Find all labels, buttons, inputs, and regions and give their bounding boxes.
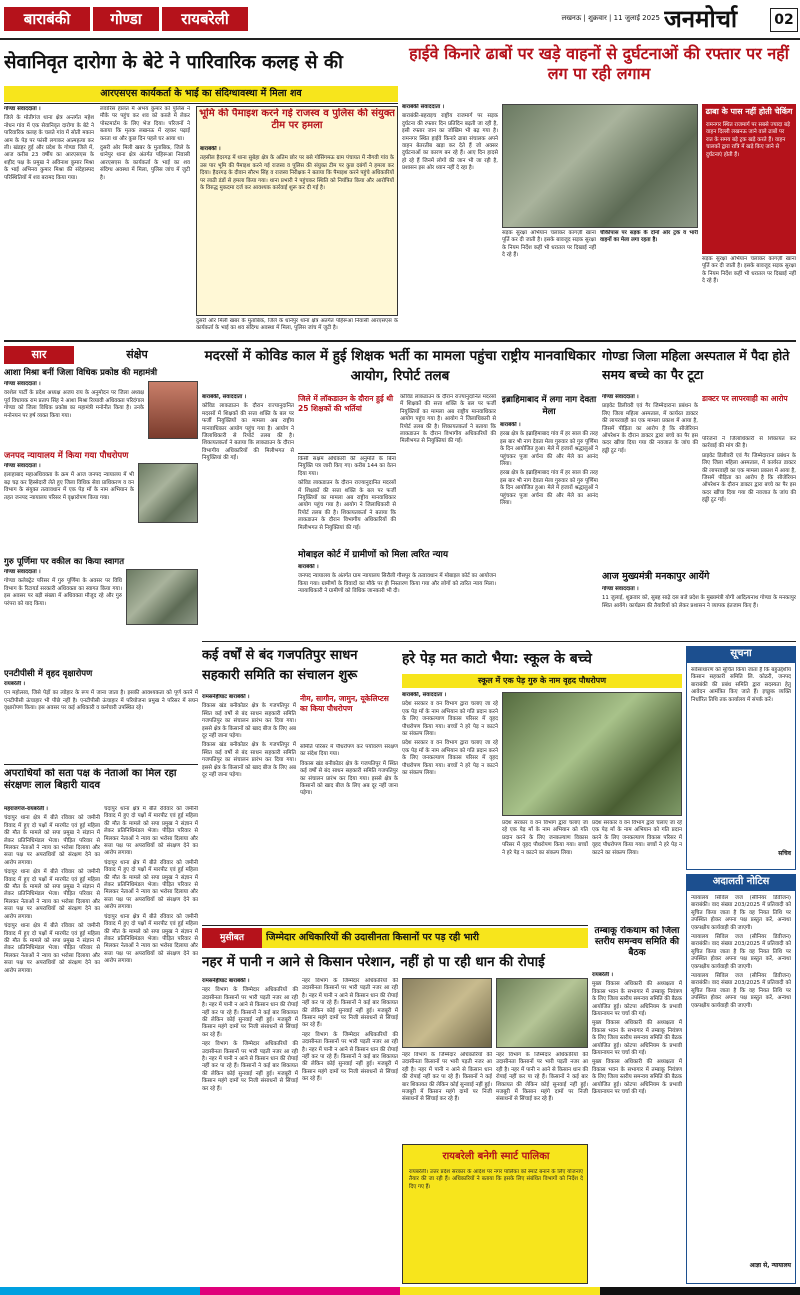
- story5-sidebox-title: जिले में लॉकडाउन के दौरान हुई थी 25 शिक्षकों की भर्तियां: [298, 394, 394, 413]
- story11-subhead: स्कूल में एक पेड़ गुरु के नाम वृहद पौधरोपण: [402, 674, 682, 688]
- story11-col3: प्रदेश सरकार व वन विभाग द्वारा चलाए जा रहे एक पेड़ माँ के नाम अभियान को गति प्रदान करने के लिए जनकल्याण विकास परिसर में वृहद पौधरोपण किया गया। बच्चों ने हरे पेड़ न काटने का संकल्प लिया।: [592, 820, 682, 856]
- district-tab-barabanki[interactable]: बाराबंकी: [4, 7, 90, 31]
- story3-col3: सड़क सुरक्षा अभियान चलाकर कागज़ी खाना पूर्ति कर दी जाती है। इसके बावजूद सड़क सुरक्षा के नियम निर्देश कहीं भी धरातल पर दिखाई नहीं दे रहे हैं।: [702, 256, 796, 285]
- adalat-sign: आज्ञा से, न्यायालय: [749, 1262, 791, 1269]
- story3-sidebox: [702, 104, 796, 254]
- brief1-body: गोण्डा संवाददाता । वरशेल पार्टी के प्रदेश अध्यक्ष अजय राय के अनुमोदन पर जिला अध्यक्ष पूर्व विधायक राम प्रताप सिंह ने आशा मिश्रा रिव्यावी अधिवक्ता परिदंगाल गोण्डा को जिला विधिक प्रकोष्ठ का महामंत्री मनोनीत किया है। उनके मनोनयन पर हर्ष व्यक्त किया गया।: [4, 381, 144, 419]
- story10-col1: रामसनेहीघाट बाराबंकी । विकास खंड बनीकोडर क्षेत्र के गजपतिपुर में स्थित कई वर्षों से बंद साधन सहकारी समिति गजपतिपुर का संचालन प्रारंभ कर दिया गया। इससे क्षेत्र के किसानों को खाद बीज के लिए अब दूर नहीं जाना पड़ेगा। विकास खंड बनीकोडर क्षेत्र के गजपतिपुर में स्थित कई वर्षों से बंद साधन सहकारी समिति गजपतिपुर का संचालन प्रारंभ कर दिया गया। इससे क्षेत्र के किसानों को खाद बीज के लिए अब दूर नहीं जाना पड़ेगा।: [202, 694, 296, 779]
- masthead: [0, 0, 800, 40]
- story5-col3: कोविड लाकडाउन के दौरान राज्यानुदानित मदरसों में शिक्षकों की सत्ता शक्ति के बल पर फर्जी नियुक्तियों का मामला अब राष्ट्रीय मानवाधिकार आयोग पहुंच गया है। आयोग ने जिलाधिकारी से रिपोर्ट तलब की है। शिकायतकर्ता ने बताया कि लाकडाउन के दौरान विभागीय अधिकारियों की मिलीभगत से नियुक्तियां की गईं।: [400, 394, 496, 445]
- court-plantation-photo: [138, 463, 198, 523]
- footer-bar: [0, 1287, 800, 1295]
- brief4-headline: एनटीपीसी में वृहद वृक्षारोपण: [4, 669, 93, 679]
- story13-kicker: मुसीबत: [202, 928, 262, 948]
- story9-body: गोण्डा संवाददाता । 11 जुलाई, शुक्रवार को, सुबह साढ़े दस बजे प्रदेश के मुख्यमंत्री योगी आदित्यनाथ गोण्डा के मनकापुर स्थित आयेंगे। कार्यक्रम की तैयारियों को लेकर प्रशासन ने व्यापक इंतजाम किए हैं।: [602, 586, 796, 609]
- story3-col2: [502, 230, 596, 338]
- suchna-title: सूचना: [686, 646, 796, 662]
- story4-body: महराजगंज-रायबरेली । चंदापुर थाना क्षेत्र में बीते रविवार को जमीनी विवाद में हुए दो पक्षों में मारपीट एवं हुई महिला की मौत के मामले को सपा प्रमुख ने संज्ञान में लेकर प्रतिनिधिमंडल भेजा। पीड़ित परिवार से मिलकर नेताओं ने न्याय का भरोसा दिलाया और सत्ता पक्ष पर अपराधियों को संरक्षण देने का आरोप लगाया। चंदापुर थाना क्षेत्र में बीते रविवार को जमीनी विवाद में हुए दो पक्षों में मारपीट एवं हुई महिला की मौत के मामले को सपा प्रमुख ने संज्ञान में लेकर प्रतिनिधिमंडल भेजा। पीड़ित परिवार से मिलकर नेताओं ने न्याय का भरोसा दिलाया और सत्ता पक्ष पर अपराधियों को संरक्षण देने का आरोप लगाया। चंदापुर थाना क्षेत्र में बीते रविवार को जमीनी विवाद में हुए दो पक्षों में मारपीट एवं हुई महिला की मौत के मामले को सपा प्रमुख ने संज्ञान में लेकर प्रतिनिधिमंडल भेजा। पीड़ित परिवार से मिलकर नेताओं ने न्याय का भरोसा दिलाया और सत्ता पक्ष पर अपराधियों को संरक्षण देने का आरोप लगाया।: [4, 806, 100, 974]
- school-plantation-photo: [502, 692, 682, 816]
- brief2-body: गोण्डा संवाददाता । इलाहाबाद महाअधिवक्ता के क्रम में आज जनपद न्यायालय में भी बढ़ चढ़ कर हिस्सेदारी लेते हुए जिला विधिक सेवा प्राधिकरण व वन विभाग के संयुक्त तत्वावधान में एक पेड़ माँ के नाम अभियान के तहत जनपद न्यायालय परिसर में वृक्षारोपण किया गया।: [4, 463, 134, 501]
- adalat-title: अदालती नोटिस: [686, 874, 796, 890]
- canal-dry-photo: [402, 978, 492, 1048]
- story4-headline: अपराधियों को सता पक्ष के नेताओं का मिल रहा संरक्षणः लाल बिहारी यादव: [4, 768, 177, 791]
- story2-byline: बाराबंकी ।: [200, 146, 221, 152]
- story10-sidebox: [300, 694, 398, 742]
- story8-headline: गोण्डा जिला महिला अस्पताल में पैदा होते समय बच्चे का पैर टूटा: [602, 348, 790, 382]
- story13-headline: नहर में पानी न आने से किसान परेशान, नहीं हो पा रही धान की रोपाई: [202, 954, 545, 970]
- suchna-box: [686, 662, 796, 870]
- story1-col1: [4, 106, 94, 338]
- story13-col3: नहर विभाग के जिम्मेदार अधिकारियों की उदासीनता किसानों पर भारी पड़ती नजर आ रही है। नहर में पानी न आने से किसान धान की रोपाई नहीं कर पा रहे हैं। किसानों ने कई बार शिकायत की लेकिन कोई सुनवाई नहीं हुई। मजबूरी में किसान महंगे दामों पर निजी संसाधनों से सिंचाई कर रहे हैं।: [402, 1052, 492, 1103]
- adalat-box: [686, 890, 796, 1284]
- story3-photo-caption: चौकीपास पर सड़क के दोनों ओर ट्रक व भारी वाहनों का मेला लगा रहता है।: [600, 230, 698, 244]
- story3-sidebox-body: रामनगर स्थित राजमार्ग पर सबसे ज्यादा बड़े वाहन दिल्ली लखनऊ जाने वाले ढाबों पर रात के समय बड़े ट्रक खड़े करते हैं। वाहन चालकों द्वारा रात्रि में खड़े किए जाने से दुर्घटनाएं होती हैं।: [706, 122, 790, 158]
- suchna-sign: सचिव: [778, 850, 791, 857]
- story10-headline: कई वर्षों से बंद गजपतिपुर साधन सहकारी समिति का संचालन शुरू: [202, 648, 358, 683]
- story4-body-col2: चंदापुर थाना क्षेत्र में बीते रविवार को जमीनी विवाद में हुए दो पक्षों में मारपीट एवं हुई महिला की मौत के मामले को सपा प्रमुख ने संज्ञान में लेकर प्रतिनिधिमंडल भेजा। पीड़ित परिवार से मिलकर नेताओं ने न्याय का भरोसा दिलाया और सत्ता पक्ष पर अपराधियों को संरक्षण देने का आरोप लगाया। चंदापुर थाना क्षेत्र में बीते रविवार को जमीनी विवाद में हुए दो पक्षों में मारपीट एवं हुई महिला की मौत के मामले को सपा प्रमुख ने संज्ञान में लेकर प्रतिनिधिमंडल भेजा। पीड़ित परिवार से मिलकर नेताओं ने न्याय का भरोसा दिलाया और सत्ता पक्ष पर अपराधियों को संरक्षण देने का आरोप लगाया। चंदापुर थाना क्षेत्र में बीते रविवार को जमीनी विवाद में हुए दो पक्षों में मारपीट एवं हुई महिला की मौत के मामले को सपा प्रमुख ने संज्ञान में लेकर प्रतिनिधिमंडल भेजा। पीड़ित परिवार से मिलकर नेताओं ने न्याय का भरोसा दिलाया और सत्ता पक्ष पर अपराधियों को संरक्षण देने का आरोप लगाया।: [104, 806, 198, 965]
- story5-sidebox: [298, 394, 396, 454]
- story6-headline: मोबाइल कोर्ट में ग्रामीणों को मिला त्वरित न्याय: [298, 550, 449, 560]
- brief3-headline: गुरु पूर्णिमा पर वकील का किया स्वागत: [4, 557, 125, 567]
- story5-col1: बाराबंकी, संवाददाता । कोविड लाकडाउन के दौरान राज्यानुदानित मदरसों में शिक्षकों की सत्ता शक्ति के बल पर फर्जी नियुक्तियों का मामला अब राष्ट्रीय मानवाधिकार आयोग पहुंच गया है। आयोग ने जिलाधिकारी से रिपोर्ट तलब की है। शिकायतकर्ता ने बताया कि लाकडाउन के दौरान विभागीय अधिकारियों की मिलीभगत से नियुक्तियां की गईं।: [202, 394, 294, 462]
- story1-body2: लवारिस हालत में अभय कुमार को पुलिस ने मौके पर पहुंच कर शव को कब्जे में लेकर पोस्टमार्टम के लिए भेज दिया। परिजनों ने बताया कि मृतक लखनऊ में रहकर पढ़ाई करता था और कुछ दिन पहले घर आया था।: [100, 106, 190, 142]
- story5-col2: किसी सक्षम अधिकारी की अनुमति के बिना नियुक्ति पत्र जारी किए गए। करीब 144 का वेतन दिया गया। कोविड लाकडाउन के दौरान राज्यानुदानित मदरसों में शिक्षकों की सत्ता शक्ति के बल पर फर्जी नियुक्तियों का मामला अब राष्ट्रीय मानवाधिकार आयोग पहुंच गया है। आयोग ने जिलाधिकारी से रिपोर्ट तलब की है। शिकायतकर्ता ने बताया कि लाकडाउन के दौरान विभागीय अधिकारियों की मिलीभगत से नियुक्तियां की गईं।: [298, 456, 396, 531]
- story1-body3: दुसरी ओर मिली खबर के मुताबिक, जिले के धानेपुर थाना क्षेत्र अंतर्गत पहिरूआ निवासी आरएसएस के कार्यकर्ता के भाई का शव संदिग्ध अवस्था में मिला, पुलिस जांच में जुटी है।: [100, 145, 190, 181]
- story13-kicker-bar: [202, 928, 588, 948]
- story14-body: रायबरेली। उत्तर प्रदेश सरकार के आदेश पर नगर पालिका को स्मार्ट बनाने के लिए योजनाएं तैयार की जा रही हैं। अधिकारियों ने बताया कि इसके लिए संबंधित विभागों को निर्देश दे दिए गए हैं।: [409, 1169, 583, 1190]
- story13-col2: नहर विभाग के जिम्मेदार अधिकारियों की उदासीनता किसानों पर भारी पड़ती नजर आ रही है। नहर में पानी न आने से किसान धान की रोपाई नहीं कर पा रहे हैं। किसानों ने कई बार शिकायत की लेकिन कोई सुनवाई नहीं हुई। मजबूरी में किसान महंगे दामों पर निजी संसाधनों से सिंचाई कर रहे हैं। नहर विभाग के जिम्मेदार अधिकारियों की उदासीनता किसानों पर भारी पड़ती नजर आ रही है। नहर में पानी न आने से किसान धान की रोपाई नहीं कर पा रहे हैं। किसानों ने कई बार शिकायत की लेकिन कोई सुनवाई नहीं हुई। मजबूरी में किसान महंगे दामों पर निजी संसाधनों से सिंचाई कर रहे हैं।: [302, 978, 398, 1083]
- story12-headline: तम्बाकू रोकथाम को जिला स्तरीय समन्वय समिति की बैठक: [594, 926, 680, 958]
- story11-col1: बाराबंकी, संवाददाता । प्रदेश सरकार व वन विभाग द्वारा चलाए जा रहे एक पेड़ माँ के नाम अभियान को गति प्रदान करने के लिए जनकल्याण विकास परिसर में वृहद पौधरोपण किया गया। बच्चों ने हरे पेड़ न काटने का संकल्प लिया। प्रदेश सरकार व वन विभाग द्वारा चलाए जा रहे एक पेड़ माँ के नाम अभियान को गति प्रदान करने के लिए जनकल्याण विकास परिसर में वृहद पौधरोपण किया गया। बच्चों ने हरे पेड़ न काटने का संकल्प लिया।: [402, 692, 498, 777]
- story13-col1: रामसनेहीघाट बाराबंकी । नहर विभाग के जिम्मेदार अधिकारियों की उदासीनता किसानों पर भारी पड़ती नजर आ रही है। नहर में पानी न आने से किसान धान की रोपाई नहीं कर पा रहे हैं। किसानों ने कई बार शिकायत की लेकिन कोई सुनवाई नहीं हुई। मजबूरी में किसान महंगे दामों पर निजी संसाधनों से सिंचाई कर रहे हैं। नहर विभाग के जिम्मेदार अधिकारियों की उदासीनता किसानों पर भारी पड़ती नजर आ रही है। नहर में पानी न आने से किसान धान की रोपाई नहीं कर पा रहे हैं। किसानों ने कई बार शिकायत की लेकिन कोई सुनवाई नहीं हुई। मजबूरी में किसान महंगे दामों पर निजी संसाधनों से सिंचाई कर रहे हैं।: [202, 978, 298, 1092]
- story1-continued: दुसरी ओर मिली खबर के मुताबिक, जिले के धानेपुर थाना क्षेत्र अंतर्गत पहिरूआ निवासी आरएसएस के कार्यकर्ता के भाई का शव संदिग्ध अवस्था में मिला, पुलिस जांच में जुटी है।: [196, 318, 398, 332]
- story7-body: बाराबंकी । हरख क्षेत्र के इब्राहिमाबाद गांव में हर साल की तरह इस बार भी नाग देवता मेला गुरुवार को गुरु पूर्णिमा के दिन आयोजित हुआ। मेले में हजारों श्रद्धालुओं ने पहुंचकर पूजा अर्चना की और मेले का आनंद लिया। हरख क्षेत्र के इब्राहिमाबाद गांव में हर साल की तरह इस बार भी नाग देवता मेला गुरुवार को गुरु पूर्णिमा के दिन आयोजित हुआ। मेले में हजारों श्रद्धालुओं ने पहुंचकर पूजा अर्चना की और मेले का आनंद लिया।: [500, 422, 598, 507]
- story6-body: बाराबंकी । जनपद न्यायालय के अंतर्गत ग्राम न्यायालय सिरौली गौसपुर के तत्वावधान में मोबाइल कोर्ट का आयोजन किया गया। ग्रामीणों के विवादों का मौके पर ही निस्तारण किया गया और लोगों को त्वरित न्याय मिला। न्यायाधिकारी ने ग्रामीणों को विधिक जानकारी भी दी।: [298, 564, 496, 595]
- story14-headline: रायबरेली बनेगी स्मार्ट पालिका: [442, 1151, 550, 1162]
- sar-label: सार: [4, 346, 74, 364]
- story1-subhead: आरएसएस कार्यकर्ता के भाई का संदिग्धावस्था में मिला शव: [4, 86, 398, 102]
- story12-body: रायबरेली । मुख्य विकास अधिकारी की अध्यक्षता में विकास भवन के सभागार में तम्बाकू नियंत्रण के लिए जिला स्तरीय समन्वय समिति की बैठक आयोजित हुई। कोटपा अधिनियम के प्रभावी क्रियान्वयन पर चर्चा की गई। मुख्य विकास अधिकारी की अध्यक्षता में विकास भवन के सभागार में तम्बाकू नियंत्रण के लिए जिला स्तरीय समन्वय समिति की बैठक आयोजित हुई। कोटपा अधिनियम के प्रभावी क्रियान्वयन पर चर्चा की गई। मुख्य विकास अधिकारी की अध्यक्षता में विकास भवन के सभागार में तम्बाकू नियंत्रण के लिए जिला स्तरीय समन्वय समिति की बैठक आयोजित हुई। कोटपा अधिनियम के प्रभावी क्रियान्वयन पर चर्चा की गई।: [592, 972, 682, 1096]
- district-tab-gonda[interactable]: गोण्डा: [93, 7, 159, 31]
- sankshep-label: संक्षेप: [126, 348, 148, 361]
- asha-mishra-photo: [148, 381, 198, 439]
- brief2-headline: जनपद न्यायालय में किया गया पौधरोपण: [4, 451, 129, 461]
- story8-sidebox-title: डाक्टर पर लापरवाही का आरोप: [702, 394, 788, 403]
- story1-col2: [100, 106, 190, 338]
- story7-headline: इब्राहिमाबाद में लगा नाग देवता मेला: [501, 395, 597, 417]
- suchna-body: सर्वसाधारण को सूचित किया जाता है कि बहुउद्देशीय किसान सहकारी समिति लि. कोठरी, जनपद बाराबंकी की प्रबंध समिति द्वारा सदस्यता हेतु आवेदन आमंत्रित किए जाते हैं। इच्छुक व्यक्ति निर्धारित तिथि तक कार्यालय में संपर्क करें।: [691, 667, 791, 703]
- highway-trucks-photo: [502, 104, 698, 228]
- brief1-headline: आशा मिश्रा बनीं जिला विधिक प्रकोष्ठ की महामंत्री: [4, 368, 158, 378]
- story2-text: तहसील हैदरगढ़ में थाना सुबेहा क्षेत्र के अतिम छोर पर बसे गोसिंगमऊ ग्राम पंचायत में नौगवी गांव के उस पार भूमि की पैमाइश करने गई राजस्व व पुलिस की संयुक्त टीम पर कुछ दबंगों ने हमला कर दिया। हैदरगढ़ के दीवान सौरभ सिंह व राजस्व निरीक्षक ने बताया कि पैमाइश करने पहुंचे अधिकारियों पर लाठी डंडों से हमला किया गया। थाना प्रभारी ने पहुंचकर स्थिति को नियंत्रित किया और आरोपियों के विरुद्ध मुकदमा दर्ज कर आवश्यक कार्रवाई शुरू कर दी गई है।: [200, 155, 394, 192]
- dateline: लखनऊ | शुक्रवार | 11 जुलाई 2025: [561, 14, 660, 22]
- story3-byline: बाराबंकी संवाददाता ।: [402, 104, 445, 110]
- brief4-body: रायबरेली । एन महोत्सव, जिसे पेड़ों का त्योहार के रूप में जाना जाता है। इसकी आवश्यकता को पूर्ण करने में एनटीपीसी ऊंचाहार भी पीछे नहीं है। एनटीपीसी ऊंचाहार में परियोजना प्रमुख ने परिसर में सघन वृक्षारोपण किया। इस अवसर पर कई अधिकारी व कर्मचारी उपस्थित रहे।: [4, 681, 198, 712]
- story9-headline: आज मुख्यमंत्री मनकापुर आयेंगे: [602, 571, 710, 582]
- story3-col1: [402, 104, 498, 338]
- story5-headline: मदरसों में कोविड काल में हुई शिक्षक भर्ती का मामला पहुंचा राष्ट्रीय मानवाधिकार आयोग, रिपोर्ट तलब: [204, 348, 596, 384]
- story8-sidebox: [702, 394, 796, 434]
- story3-sidebox-title: ढाबा के पास नहीं होती चेकिंग: [705, 107, 793, 116]
- story10-col2: समिति परिसर में पौधरोपण कर पर्यावरण संरक्षण का संदेश दिया गया। विकास खंड बनीकोडर क्षेत्र के गजपतिपुर में स्थित कई वर्षों से बंद साधन सहकारी समिति गजपतिपुर का संचालन प्रारंभ कर दिया गया। इससे क्षेत्र के किसानों को खाद बीज के लिए अब दूर नहीं जाना पड़ेगा।: [300, 744, 398, 797]
- story11-col2: प्रदेश सरकार व वन विभाग द्वारा चलाए जा रहे एक पेड़ माँ के नाम अभियान को गति प्रदान करने के लिए जनकल्याण विकास परिसर में वृहद पौधरोपण किया गया। बच्चों ने हरे पेड़ न काटने का संकल्प लिया।: [502, 820, 588, 856]
- story3-headline: हाईवे किनारे ढाबों पर खड़े वाहनों से दुर्घटनाओं की रफ्तार पर नहीं लग पा रही लगाम: [409, 44, 789, 83]
- district-tab-raebareli[interactable]: रायबरेली: [162, 7, 248, 31]
- story10-sidebox-title: नीम, सागौन, जामुन, यूकेलिप्टस का किया पौधरोपण: [300, 694, 389, 713]
- story8-col2: परिजनों ने जिलाधिकारी से शिकायत कर कार्रवाई की मांग की है। प्राइवेट डिलीवरी एवं गैर जिम्मेदाराना प्रबंधन के लिए जिला महिला अस्पताल, में कार्यरत डाक्टर की लापरवाही का एक मामला प्रकाश में आया है, जिसमें पीड़िता का आरोप है कि सीजेरियन ऑपरेशन के दौरान डाक्टर द्वारा बच्चे का पैर इस कदर खींचा दिया गया की नवजात के जांघ की हड्डी टूट गई।: [702, 436, 796, 504]
- page-number: 02: [770, 8, 798, 32]
- adalat-body: न्यायालय सिविल जज (सीनियर डिवीजन) बाराबंकी। वाद संख्या 203/2025 में प्रतिवादी को सूचित किया जाता है कि वह नियत तिथि पर उपस्थित होकर अपना पक्ष प्रस्तुत करें, अन्यथा एकपक्षीय कार्यवाही की जाएगी। न्यायालय सिविल जज (सीनियर डिवीजन) बाराबंकी। वाद संख्या 203/2025 में प्रतिवादी को सूचित किया जाता है कि वह नियत तिथि पर उपस्थित होकर अपना पक्ष प्रस्तुत करें, अन्यथा एकपक्षीय कार्यवाही की जाएगी। न्यायालय सिविल जज (सीनियर डिवीजन) बाराबंकी। वाद संख्या 203/2025 में प्रतिवादी को सूचित किया जाता है कि वह नियत तिथि पर उपस्थित होकर अपना पक्ष प्रस्तुत करें, अन्यथा एकपक्षीय कार्यवाही की जाएगी।: [691, 895, 791, 1009]
- sar-header: [4, 346, 198, 364]
- story14-box: [402, 1144, 588, 1284]
- story2-headline: भूमि की पैमाइश करने गई राजस्व व पुलिस की संयुक्त टीम पर हमला: [199, 108, 395, 131]
- story13-col4: नहर विभाग के जिम्मेदार अधिकारियों की उदासीनता किसानों पर भारी पड़ती नजर आ रही है। नहर में पानी न आने से किसान धान की रोपाई नहीं कर पा रहे हैं। किसानों ने कई बार शिकायत की लेकिन कोई सुनवाई नहीं हुई। मजबूरी में किसान महंगे दामों पर निजी संसाधनों से सिंचाई कर रहे हैं।: [496, 1052, 588, 1103]
- story1-body: जिले के मोतीगंज थाना क्षेत्र अन्तर्गत महेश नोधन गांव में एक सेवानिवृत दारोगा के बेटे ने पारिवारिक कलह के चलते गांव में सोती मकान आम के पेड़ पर फांसी लगाकर आत्महत्या कर ली। खंडहर हुई और प्रदेश के गोण्डा जिले में, आज करीब 23 वर्षीय का आरएसएस के शहीद पक्ष के प्रमुख ने अविनाश कुमार मिश्रा के भाई अभिनव कुमार मिश्रा की संदेहास्पद परिस्थितियों में शव बरामद किया गया।: [4, 115, 94, 181]
- paper-logo: जनमोर्चा: [664, 5, 738, 33]
- story1-headline: सेवानिवृत दारोगा के बेटे ने पारिवारिक कलह से की: [4, 52, 343, 73]
- story11-headline: हरे पेड़ मत काटो भैया: स्कूल के बच्चे: [402, 651, 592, 667]
- brief3-body: गोण्डा संवाददाता । गोण्डा कलेक्ट्रेट परिसर में गुरु पूर्णिमा के अवसर पर विधि विभाग के रिटायर्ड सरकारी अधिवक्ता का स्वागत किया गया। इस अवसर पर बड़ी संख्या में अधिवक्ता मौजूद रहे और गुरु परंपरा को याद किया।: [4, 569, 122, 607]
- guru-purnima-photo: [126, 569, 198, 625]
- story2-body: [200, 146, 394, 312]
- story13-kicker-text: जिम्मेदार अधिकारियों की उदासीनता किसानों पर पड़ रही भारी: [266, 932, 480, 943]
- story8-col1: गोण्डा संवाददाता । प्राइवेट डिलीवरी एवं गैर जिम्मेदाराना प्रबंधन के लिए जिला महिला अस्पताल, में कार्यरत डाक्टर की लापरवाही का एक मामला प्रकाश में आया है, जिसमें पीड़िता का आरोप है कि सीजेरियन ऑपरेशन के दौरान डाक्टर द्वारा बच्चे का पैर इस कदर खींचा दिया गया की नवजात के जांघ की हड्डी टूट गई।: [602, 394, 698, 454]
- story1-byline: गोण्डा संवाददाता ।: [4, 106, 41, 112]
- canal-field-photo: [496, 978, 588, 1048]
- story3-body: बाराबंकी-बहराइच राष्ट्रीय राजमार्ग पर सड़क दुर्घटना की रफ्तार दिन प्रतिदिन बढ़ती जा रही है, इसी रफ्तार जान का जोखिम भी बढ़ गया है। रामनगर स्थित हाईवे किनारे ढाबा संचालक अपने वाहन बेतरतीब खड़ा कर देते हैं जो अक्सर दुर्घटनाओं का कारण बन रहे हैं। आए दिन हादसे हो रहे हैं जिनमें लोगों की जान भी जा रही है, प्रशासन इस ओर ध्यान नहीं दे रहा है।: [402, 113, 498, 172]
- story3-body2: सड़क सुरक्षा अभियान चलाकर कागज़ी खाना पूर्ति कर दी जाती है। इसके बावजूद सड़क सुरक्षा के नियम निर्देश कहीं भी धरातल पर दिखाई नहीं दे रहे हैं।: [502, 230, 596, 259]
